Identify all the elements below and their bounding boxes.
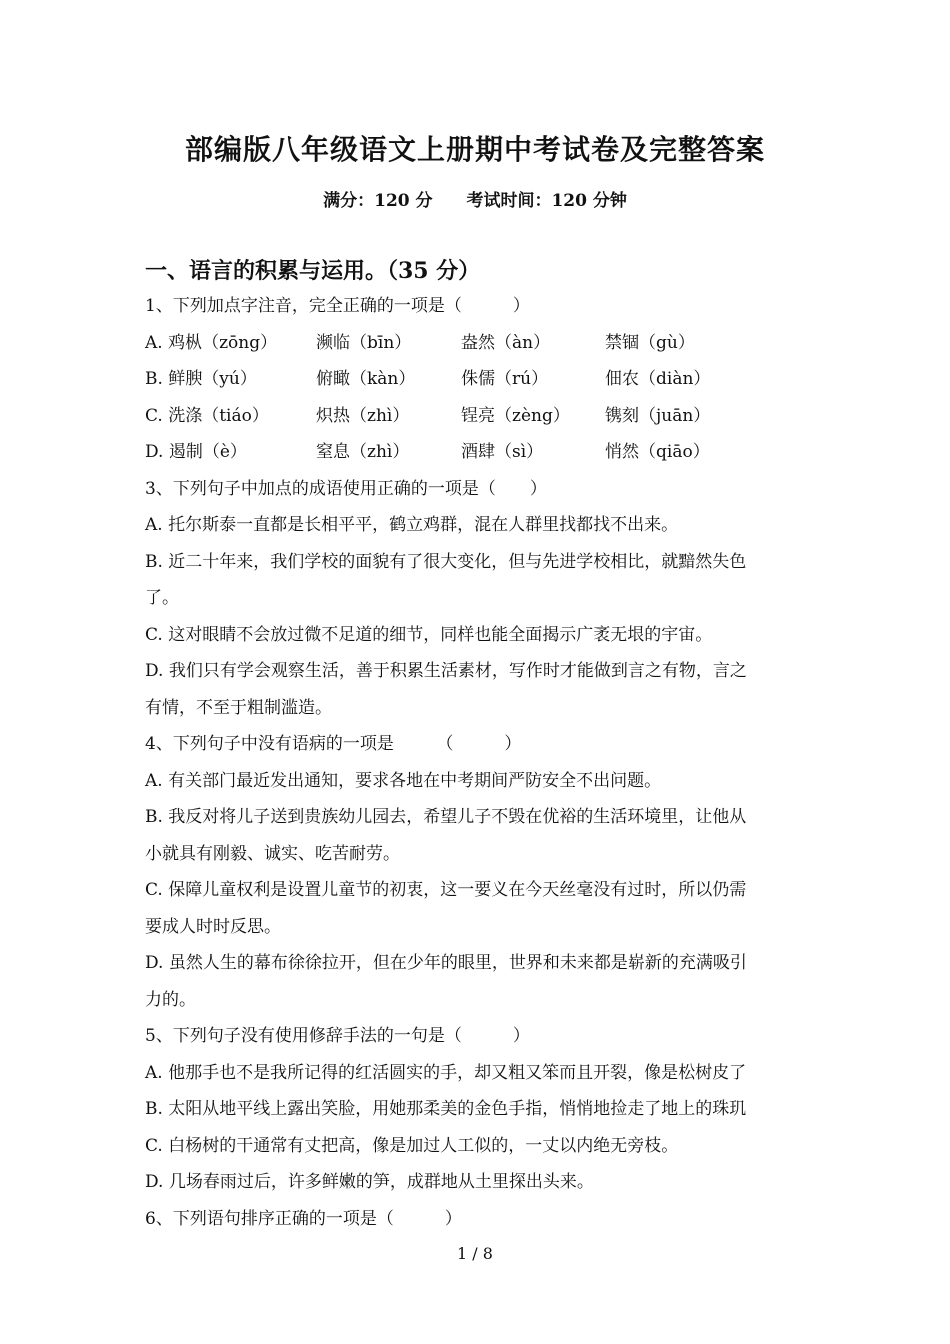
exam-meta — [0, 186, 950, 211]
page-title: 部编版八年级语文上册期中考试卷及完整答案 — [184, 133, 765, 166]
question-3-line: C. 这对眼睛不会放过微不足道的细节，同样也能全面揭示广袤无垠的宇宙。 — [145, 624, 713, 645]
question-1-option-row — [145, 361, 815, 398]
question-5-line: B. 太阳从地平线上露出笑脸，用她那柔美的金色手指，悄悄地捡走了地上的珠玑 — [145, 1099, 747, 1119]
question-4-line: 要成人时时反思。 — [145, 916, 281, 937]
option-cell: 镌刻（juān） — [605, 405, 711, 426]
question-3-line: B. 近二十年来，我们学校的面貌有了很大变化，但与先进学校相比，就黯然失色 — [145, 551, 747, 572]
question-5-line: A. 他那手也不是我所记得的红活圆实的手，却又粗又笨而且开裂，像是松树皮了 — [145, 1062, 747, 1083]
question-5-line: C. 白杨树的干通常有丈把高，像是加过人工似的，一丈以内绝无旁枝。 — [145, 1135, 679, 1156]
question-4-line: D. 虽然人生的幕布徐徐拉开，但在少年的眼里，世界和未来都是崭新的充满吸引 — [145, 953, 747, 973]
option-cell: 禁锢（gù） — [605, 332, 695, 353]
question-6-stem: 6、下列语句排序正确的一项是（ ） — [145, 1208, 462, 1229]
option-cell: 侏儒（rú） — [461, 369, 549, 389]
option-cell: 佃农（diàn） — [605, 369, 711, 389]
option-cell: C. 洗涤（tiáo） — [145, 405, 269, 426]
option-cell: 窒息（zhì） — [316, 442, 410, 462]
question-3-line: A. 托尔斯泰一直都是长相平平，鹤立鸡群，混在人群里找都找不出来。 — [145, 515, 679, 535]
exam-time: 考试时间：120 分钟 — [466, 191, 627, 211]
option-cell: A. 鸡枞（zōng） — [145, 332, 278, 353]
question-3-line: 了。 — [145, 588, 179, 608]
questions-body — [145, 288, 815, 1237]
question-4-line: A. 有关部门最近发出通知，要求各地在中考期间严防安全不出问题。 — [145, 770, 662, 791]
question-3-stem: 3、下列句子中加点的成语使用正确的一项是（ ） — [145, 478, 547, 499]
option-cell: 俯瞰（kàn） — [316, 369, 416, 389]
option-cell: 悄然（qiāo） — [605, 442, 710, 462]
question-5-stem: 5、下列句子没有使用修辞手法的一句是（ ） — [145, 1026, 530, 1046]
question-1-option-row — [145, 325, 815, 362]
option-cell: 锃亮（zèng） — [461, 405, 570, 426]
option-cell: 炽热（zhì） — [316, 405, 410, 426]
option-cell: 酒肆（sì） — [461, 442, 544, 462]
question-4-line: B. 我反对将儿子送到贵族幼儿园去，希望儿子不毁在优裕的生活环境里，让他从 — [145, 807, 747, 827]
question-4-line: C. 保障儿童权利是设置儿童节的初衷，这一要义在今天丝毫没有过时，所以仍需 — [145, 880, 747, 900]
question-4-line: 力的。 — [145, 989, 196, 1010]
question-1-stem: 1、下列加点字注音，完全正确的一项是（ ） — [145, 296, 530, 316]
option-cell: 濒临（bīn） — [316, 332, 412, 353]
section-heading: 一、语言的积累与运用。（35 分） — [145, 258, 481, 284]
question-1-option-row — [145, 434, 815, 471]
question-4-stem: 4、下列句子中没有语病的一项是 （ ） — [145, 734, 522, 754]
option-cell: D. 遏制（è） — [145, 442, 247, 462]
question-3-line: D. 我们只有学会观察生活，善于积累生活素材，写作时才能做到言之有物，言之 — [145, 661, 747, 681]
question-5-line: D. 几场春雨过后，许多鲜嫩的笋，成群地从土里探出头来。 — [145, 1172, 594, 1192]
page-number: 1 / 8 — [457, 1244, 493, 1263]
question-1-option-row — [145, 398, 815, 435]
option-cell: 盎然（àn） — [461, 332, 551, 353]
question-3-line: 有情，不至于粗制滥造。 — [145, 697, 332, 718]
option-cell: B. 鲜腴（yú） — [145, 369, 257, 389]
full-score: 满分：120 分 — [323, 191, 433, 211]
question-4-line: 小就具有刚毅、诚实、吃苦耐劳。 — [145, 843, 400, 864]
